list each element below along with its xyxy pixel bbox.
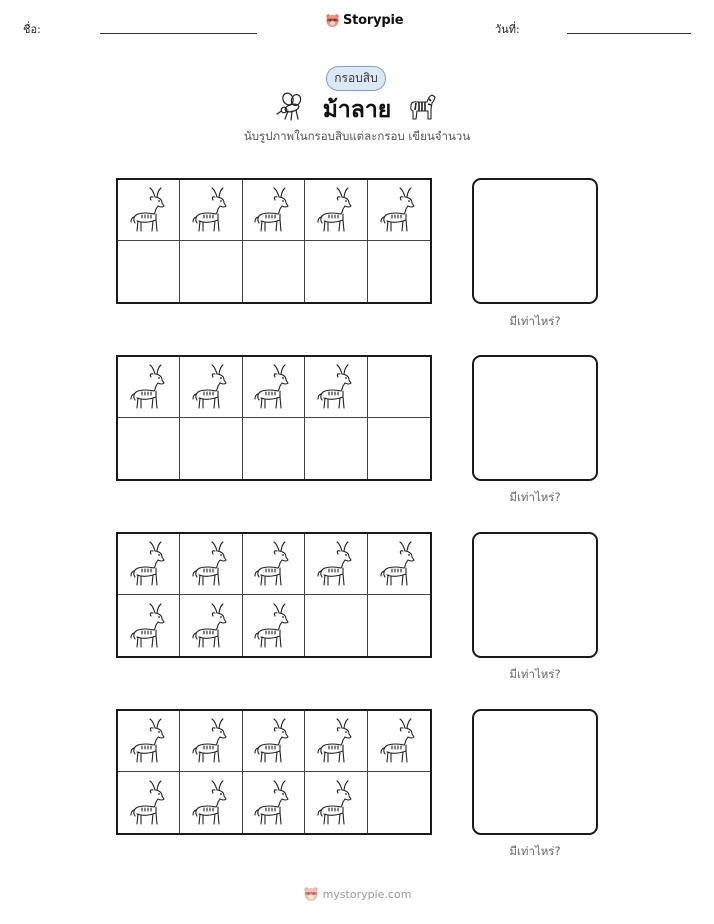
ten-frame-cell <box>118 180 180 241</box>
brand-logo <box>325 13 403 28</box>
antelope-icon <box>379 187 419 233</box>
antelope-icon <box>191 364 231 410</box>
ten-frame-cell <box>180 772 242 833</box>
ten-frame-cell <box>368 241 430 302</box>
antelope-icon <box>379 541 419 587</box>
answer-box-4[interactable] <box>472 709 598 835</box>
ten-frame-cell <box>180 357 242 418</box>
ten-frame-cell <box>118 418 180 479</box>
antelope-icon <box>253 780 293 826</box>
antelope-icon <box>379 718 419 764</box>
ten-frame-cell <box>180 418 242 479</box>
ten-frame-cell <box>305 711 367 772</box>
ten-frame-cell <box>118 534 180 595</box>
ten-frame-cell <box>368 418 430 479</box>
ten-frame-cell <box>180 534 242 595</box>
ten-frame-4 <box>116 709 432 835</box>
date-label: วันที่: <box>495 23 520 36</box>
ten-frame-cell <box>305 357 367 418</box>
bear-mascot-icon <box>303 886 319 902</box>
antelope-icon <box>316 541 356 587</box>
antelope-icon <box>191 541 231 587</box>
ten-frame-cell <box>305 241 367 302</box>
footer <box>0 886 714 902</box>
antelope-icon <box>253 718 293 764</box>
answer-prompt-1: มีเท่าไหร่? <box>509 314 561 328</box>
antelope-icon <box>129 718 169 764</box>
bear-mascot-icon <box>325 13 340 28</box>
antelope-icon <box>253 364 293 410</box>
ten-frame-cell <box>305 418 367 479</box>
ten-frame-cell <box>368 595 430 656</box>
ten-frame-cell <box>243 534 305 595</box>
instructions: นับรูปภาพในกรอบสิบแต่ละกรอบ เขียนจำนวน <box>243 129 471 143</box>
ten-frame-cell <box>243 595 305 656</box>
ten-frame-cell <box>180 241 242 302</box>
zebra-icon <box>405 92 437 122</box>
name-label: ชื่อ: <box>23 23 41 36</box>
worksheet-title: ม้าลาย <box>322 97 392 123</box>
ten-frame-cell <box>118 357 180 418</box>
antelope-icon <box>129 603 169 649</box>
ten-frame-2 <box>116 355 432 481</box>
ten-frame-cell <box>243 180 305 241</box>
antelope-icon <box>191 718 231 764</box>
ten-frame-cell <box>368 357 430 418</box>
ten-frame-cell <box>118 241 180 302</box>
antelope-icon <box>129 187 169 233</box>
ten-frame-cell <box>243 241 305 302</box>
answer-box-2[interactable] <box>472 355 598 481</box>
answer-prompt-4: มีเท่าไหร่? <box>509 844 561 858</box>
antelope-icon <box>191 780 231 826</box>
ten-frame-cell <box>118 595 180 656</box>
antelope-icon <box>316 364 356 410</box>
antelope-icon <box>129 364 169 410</box>
ten-frame-cell <box>305 180 367 241</box>
antelope-icon <box>253 187 293 233</box>
ten-frame-1 <box>116 178 432 304</box>
antelope-icon <box>129 780 169 826</box>
ten-frame-cell <box>368 534 430 595</box>
antelope-icon <box>191 603 231 649</box>
ten-frame-cell <box>368 711 430 772</box>
antelope-icon <box>253 541 293 587</box>
ten-frame-cell <box>243 711 305 772</box>
antelope-icon <box>316 718 356 764</box>
answer-box-3[interactable] <box>472 532 598 658</box>
antelope-icon <box>191 187 231 233</box>
ten-frame-cell <box>368 772 430 833</box>
answer-box-1[interactable] <box>472 178 598 304</box>
ten-frame-cell <box>118 772 180 833</box>
ten-frame-cell <box>305 534 367 595</box>
ten-frame-cell <box>368 180 430 241</box>
name-line[interactable] <box>100 33 257 34</box>
antelope-icon <box>316 780 356 826</box>
date-line[interactable] <box>567 33 691 34</box>
answer-prompt-2: มีเท่าไหร่? <box>509 490 561 504</box>
brand-name: Storypie <box>343 13 404 28</box>
ten-frame-3 <box>116 532 432 658</box>
ten-frame-cell <box>243 418 305 479</box>
ten-frame-cell <box>305 595 367 656</box>
footer-url: mystorypie.com <box>322 887 412 901</box>
answer-prompt-3: มีเท่าไหร่? <box>509 667 561 681</box>
ten-frame-cell <box>180 595 242 656</box>
antelope-icon <box>129 541 169 587</box>
ten-frame-cell <box>243 357 305 418</box>
ten-frame-cell <box>118 711 180 772</box>
antelope-icon <box>316 187 356 233</box>
topic-badge: กรอบสิบ <box>326 66 386 91</box>
antelope-icon <box>253 603 293 649</box>
ten-frame-cell <box>180 711 242 772</box>
ten-frame-cell <box>243 772 305 833</box>
ten-frame-cell <box>305 772 367 833</box>
ten-frame-cell <box>180 180 242 241</box>
